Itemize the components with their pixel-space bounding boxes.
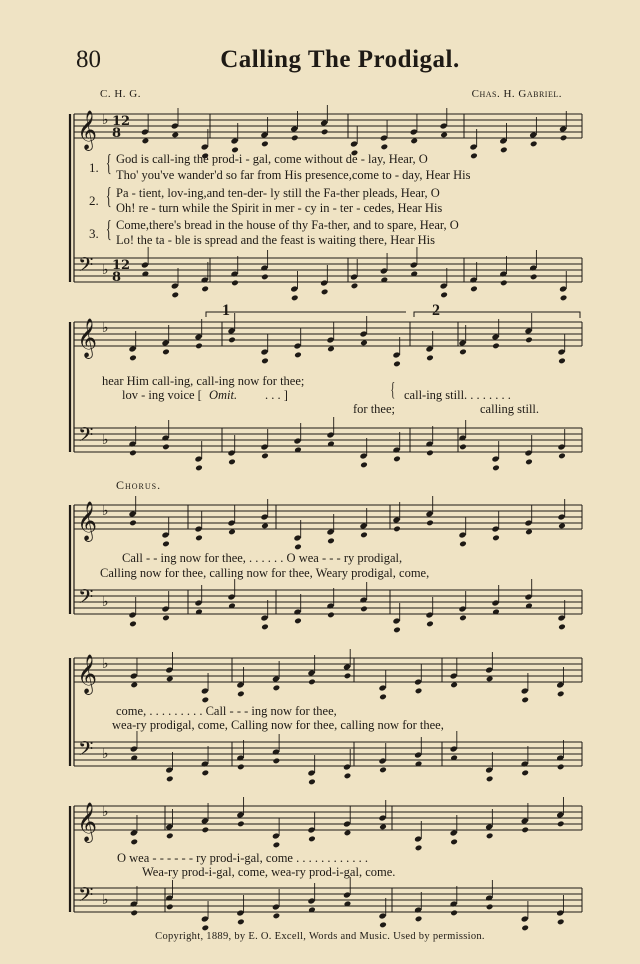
verse-brace-2: { [105, 184, 112, 210]
system-2-bass-note [426, 449, 434, 456]
system-1-time-signature: 8 [112, 126, 122, 141]
system-1-bass-note [351, 282, 359, 289]
system-3-bass-note [294, 617, 302, 624]
second-ending-number: 2 [432, 302, 440, 319]
verse-1-line-2: Tho' you've wander'd so far from His presence,come to - day, Hear His [116, 168, 471, 182]
system-2-bass-note [525, 458, 533, 465]
system-1-time-signature: 12 [112, 114, 131, 129]
system-4-bass-note [557, 763, 565, 770]
system-4-bass-flat: ♭ [102, 746, 109, 762]
system-3-treble-note [327, 537, 335, 544]
system-5-treble-note [237, 820, 245, 827]
system-5-treble-note [415, 844, 423, 851]
system-2-treble-note [525, 336, 533, 343]
system2-lyric-line-1: hear Him call-ing, call-ing now for thee; [102, 374, 305, 388]
system-4-treble-note [450, 681, 458, 688]
system-5-treble-note [486, 832, 494, 839]
system-2-bass-note [129, 449, 137, 456]
system-3-bass-note [360, 605, 368, 612]
system-3-bass-note [327, 611, 335, 618]
system-2-treble-note [393, 360, 401, 367]
system-4-treble-note [557, 690, 565, 697]
system-5-bass-clef: 𝄢 [78, 883, 94, 911]
verse-number-3: 3. [89, 226, 99, 241]
lyricist-credit: C. H. G. [100, 88, 141, 100]
system-3-bass-note [162, 614, 170, 621]
system-5-bass-note [486, 903, 494, 910]
system-1-bass-note [321, 288, 329, 295]
system-4-bass-note [379, 766, 387, 773]
system-2-treble-note [129, 354, 137, 361]
system-5-treble-note [166, 832, 174, 839]
system-1-treble-note [381, 143, 389, 150]
system-1-bass-note [530, 273, 538, 280]
system-3-treble-note [360, 531, 368, 538]
system-2-bass-note [393, 455, 401, 462]
system-1-bass-note [171, 291, 179, 298]
system-3-treble-note [393, 525, 401, 532]
system-5-treble-note [521, 826, 529, 833]
system2-lyric-line-5: calling still. [480, 402, 540, 416]
system-4-treble-note [415, 687, 423, 694]
system-2-treble-note [558, 357, 566, 364]
system-5-treble-note [450, 838, 458, 845]
composer-credit: Chas. H. Gabriel. [471, 88, 562, 100]
system-4-treble-clef: 𝄞 [77, 654, 98, 694]
verse-3-line-1: Come,there's bread in the house of thy Fa-ther, and to spare, Hear, O [116, 218, 459, 232]
system-4-treble-note [237, 690, 245, 697]
chorus-1-lower-lyric: Calling now for thee, calling now for thee, Weary prodigal, come, [100, 566, 430, 580]
system-5-treble-note [557, 820, 565, 827]
system-3-treble-note [459, 540, 467, 547]
system-1-treble-note [560, 134, 568, 141]
system-1-time-signature: 12 [112, 258, 131, 273]
system-1-bass-note [201, 285, 209, 292]
system-4-treble-note [308, 678, 316, 685]
system-2-bass-note [558, 452, 566, 459]
system2-lyric-line-4: call-ing still. . . . . . . . [404, 388, 511, 402]
system-5-bass-note [237, 918, 245, 925]
system-3-treble-note [129, 519, 137, 526]
system-4-bass-note [308, 778, 316, 785]
system-1-bass-note [291, 294, 299, 301]
system-1-treble-note [470, 152, 478, 159]
system-4-treble-note [486, 675, 494, 682]
verse-2-line-1: Pa - tient, lov-ing,and ten-der- ly still the Fa-ther pleads, Hear, O [116, 186, 440, 200]
system-2-bass-note [261, 452, 269, 459]
chorus-2-lower-lyric: wea-ry prodigal, come, Calling now for thee, calling now for thee, [112, 718, 444, 732]
copyright-footer: Copyright, 1889, by E. O. Excell, Words and Music. Used by permission. [155, 931, 485, 942]
system-2-treble-note [195, 342, 203, 349]
system-3-treble-note [558, 522, 566, 529]
system-3-bass-note [426, 620, 434, 627]
system-3-treble-note [195, 534, 203, 541]
system-5-bass-note [450, 909, 458, 916]
system-2-bass-note [228, 458, 236, 465]
system-4-treble-note [201, 696, 209, 703]
system-1-bass-flat: ♭ [102, 262, 109, 278]
system-3-treble-note [426, 519, 434, 526]
system-2-treble-note [261, 357, 269, 364]
verse-3-line-2: Lo! the ta - ble is spread and the feast is waiting there, Hear His [116, 233, 435, 247]
system-2-bass-clef: 𝄢 [78, 423, 94, 451]
system-4-treble-note [166, 675, 174, 682]
system-4-bass-note [166, 775, 174, 782]
verse-1-line-1: God is call-ing the prod-i - gal, come without de - lay, Hear, O [116, 152, 428, 166]
system-4-treble-note [521, 696, 529, 703]
system-4-bass-note [237, 763, 245, 770]
system-2-treble-note [426, 354, 434, 361]
omit-marking: Omit. [209, 388, 238, 402]
system-1-treble-note [171, 131, 179, 138]
chorus-3-lower-lyric: Wea-ry prod-i-gal, come, wea-ry prod-i-gal, come. [142, 865, 396, 879]
system-2-treble-note [360, 339, 368, 346]
system-3-treble-note [228, 528, 236, 535]
system-1-treble-note [321, 128, 329, 135]
system-1-treble-flat: ♭ [102, 112, 109, 128]
system-1-bass-note [261, 273, 269, 280]
first-ending-number: 1 [222, 302, 230, 319]
system-1-bass-note [470, 285, 478, 292]
system-4-bass-note [344, 772, 352, 779]
system-3-treble-note [492, 534, 500, 541]
verse-2-line-2: Oh! re - turn while the Spirit in mer - cy in - ter - cedes, Hear His [116, 201, 443, 215]
verse-brace-3: { [105, 217, 112, 243]
system-5-treble-note [201, 826, 209, 833]
hymn-title: Calling The Prodigal. [220, 46, 460, 73]
system-1-bass-note [560, 294, 568, 301]
system-5-bass-note [166, 903, 174, 910]
system-5-treble-clef: 𝄞 [77, 802, 98, 842]
system-2-bass-note [195, 464, 203, 471]
chorus-2-upper-lyric: come, . . . . . . . . . Call - - - ing now for thee, [116, 704, 337, 718]
verse-number-1: 1. [89, 160, 99, 175]
system-3-bass-note [459, 614, 467, 621]
system-2-treble-note [294, 351, 302, 358]
system-4-treble-flat: ♭ [102, 656, 109, 672]
chorus-1-upper-lyric: Call - - ing now for thee, . . . . . . O wea - - - ry prodigal, [122, 551, 403, 565]
system-1-treble-clef: 𝄞 [77, 110, 98, 150]
system-3-treble-clef: 𝄞 [77, 501, 98, 541]
system-5-treble-note [344, 829, 352, 836]
system-5-bass-note [557, 918, 565, 925]
system-3-bass-clef: 𝄢 [78, 585, 94, 613]
system-1-bass-clef: 𝄢 [78, 253, 94, 281]
system-1-bass-note [231, 279, 239, 286]
system-2-treble-note [162, 348, 170, 355]
system-4-bass-note [201, 769, 209, 776]
system-3-bass-note [393, 626, 401, 633]
system-3-bass-flat: ♭ [102, 594, 109, 610]
system-1-treble-note [500, 146, 508, 153]
system-1-treble-note [440, 131, 448, 138]
chorus-label: Chorus. [116, 478, 162, 492]
system-3-bass-note [129, 620, 137, 627]
system2-lyric-line-3: for thee; [353, 402, 395, 416]
system-2-treble-note [228, 336, 236, 343]
system-3-bass-note [558, 623, 566, 630]
system-4-treble-note [379, 693, 387, 700]
system-5-treble-note [379, 823, 387, 830]
chorus-3-upper-lyric: O wea - - - - - - ry prod-i-gal, come . . . . . . . . . . . . [117, 851, 368, 865]
system-3-treble-flat: ♭ [102, 503, 109, 519]
system-2-treble-clef: 𝄞 [77, 318, 98, 358]
system-4-bass-note [486, 775, 494, 782]
system-1-treble-note [142, 137, 150, 144]
system-1-treble-note [291, 134, 299, 141]
system-5-treble-note [308, 835, 316, 842]
system-3-bass-note [261, 623, 269, 630]
system-2-treble-note [459, 348, 467, 355]
verse-brace-1: { [105, 151, 112, 177]
first-ending-bracket [206, 312, 406, 317]
verse-number-2: 2. [89, 193, 99, 208]
system-4-treble-note [130, 681, 138, 688]
system-1-treble-note [410, 137, 418, 144]
system-3-treble-note [162, 540, 170, 547]
system-5-bass-note [130, 909, 138, 916]
page-number: 80 [76, 46, 101, 73]
system-2-treble-flat: ♭ [102, 320, 109, 336]
system-4-treble-note [344, 672, 352, 679]
system-2-bass-note [162, 443, 170, 450]
system-5-bass-flat: ♭ [102, 892, 109, 908]
system-3-treble-note [261, 522, 269, 529]
system-5-treble-note [273, 841, 281, 848]
system-1-bass-note [500, 279, 508, 286]
system-4-bass-clef: 𝄢 [78, 737, 94, 765]
system-2-bass-note [459, 443, 467, 450]
system-3-treble-note [294, 543, 302, 550]
system-5-bass-note [415, 915, 423, 922]
system-4-bass-note [521, 769, 529, 776]
system-5-treble-note [130, 838, 138, 845]
system-3-treble-note [525, 528, 533, 535]
system-5-bass-note [273, 912, 281, 919]
system-4-bass-note [273, 757, 281, 764]
system-2-bass-flat: ♭ [102, 432, 109, 448]
system-5-bass-note [379, 921, 387, 928]
system-2-bass-note [492, 464, 500, 471]
system-2-bass-note [360, 461, 368, 468]
system-1-treble-note [530, 140, 538, 147]
system-1-time-signature: 8 [112, 270, 122, 285]
system-5-treble-flat: ♭ [102, 804, 109, 820]
system2-brace: { [390, 379, 396, 401]
system-4-treble-note [273, 684, 281, 691]
system-1-treble-note [261, 140, 269, 147]
system-2-treble-note [492, 342, 500, 349]
system-2-treble-note [327, 345, 335, 352]
system2-lyric-line-2b: . . . ] [265, 388, 288, 402]
system-1-bass-note [440, 291, 448, 298]
system2-lyric-line-2a: lov - ing voice [ [122, 388, 202, 402]
